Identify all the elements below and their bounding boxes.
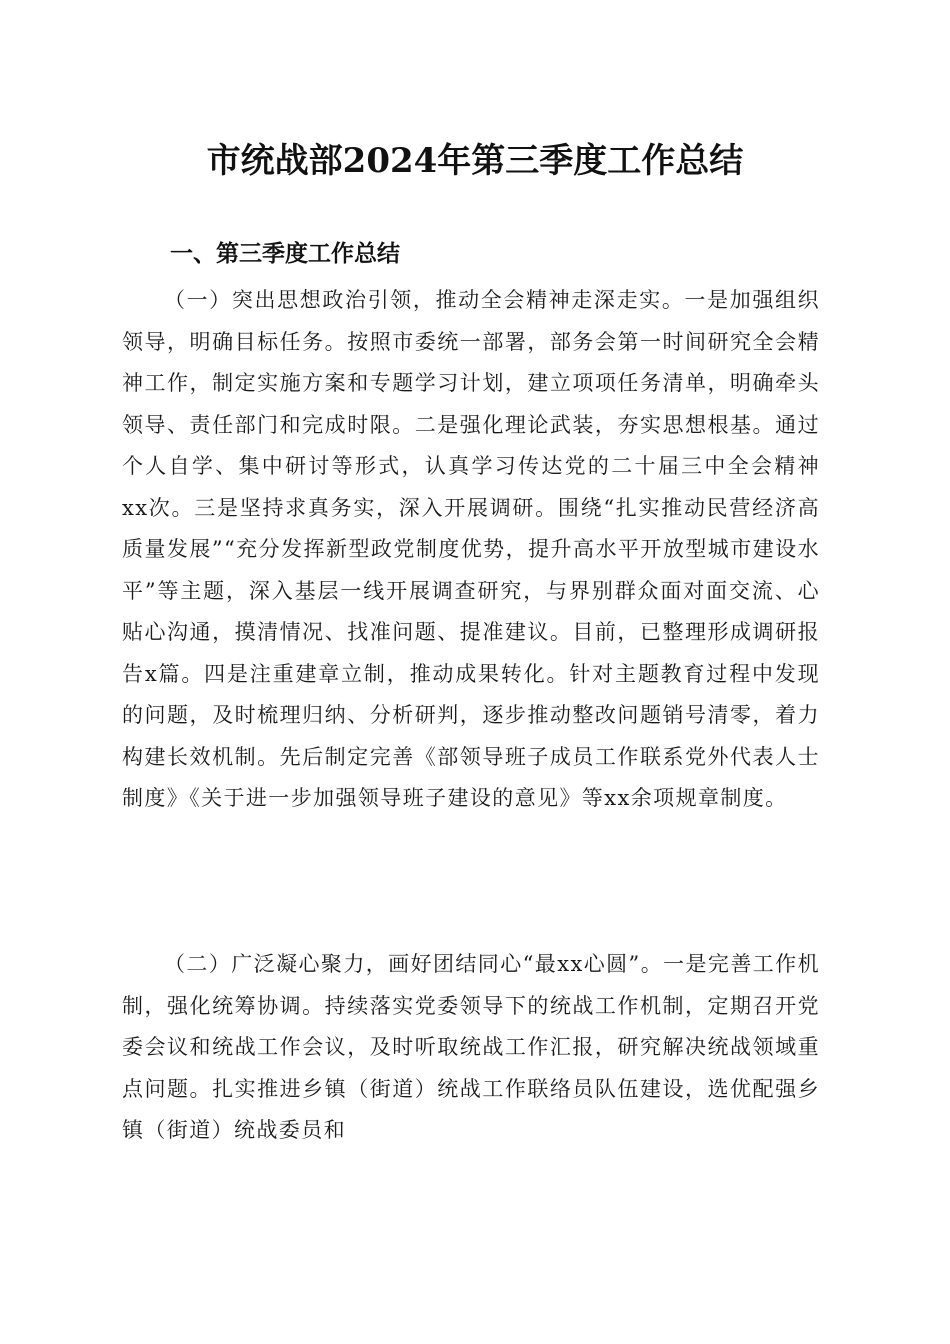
section-heading: 一、第三季度工作总结 <box>170 241 400 267</box>
paragraph-2: （二）广泛凝心聚力，画好团结同心“最xx心圆”。一是完善工作机制，强化统筹协调。持续落实党委领导下的统战工作机制，定期召开党委会议和统战工作会议，及时听取统战工作汇报，研究解决统战领域重点问题。扎实推进乡镇（街道）统战工作联络员队伍建设，选优配强乡镇（街道）统战委员和 <box>122 952 820 1142</box>
document-title: 市统战部2024年第三季度工作总结 <box>206 141 744 181</box>
paragraph-1: （一）突出思想政治引领，推动全会精神走深走实。一是加强组织领导，明确目标任务。按照市委统一部署，部务会第一时间研究全会精神工作，制定实施方案和专题学习计划，建立项项任务清单，明确牵头领导、责任部门和完成时限。二是强化理论武装，夯实思想根基。通过个人自学、集中研讨等形式，认真学习传达党的二十届三中全会精神xx次。三是坚持求真务实，深入开展调研。围绕“扎实推动民营经济高质量发展”“充分发挥新型政党制度优势，提升高水平开放型城市建设水平”等主题，深入基层一线开展调查研究，与界别群众面对面交流、心贴心沟通，摸清情况、找准问题、提准建议。目前，已整理形成调研报告x篇。四是注重建章立制，推动成果转化。针对主题教育过程中发现的问题，及时梳理归纳、分析研判，逐步推动整改问题销号清零，着力构建长效机制。先后制定完善《部领导班子成员工作联系党外代表人士制度》《关于进一步加强领导班子建设的意见》等xx余项规章制度。 <box>122 288 820 810</box>
